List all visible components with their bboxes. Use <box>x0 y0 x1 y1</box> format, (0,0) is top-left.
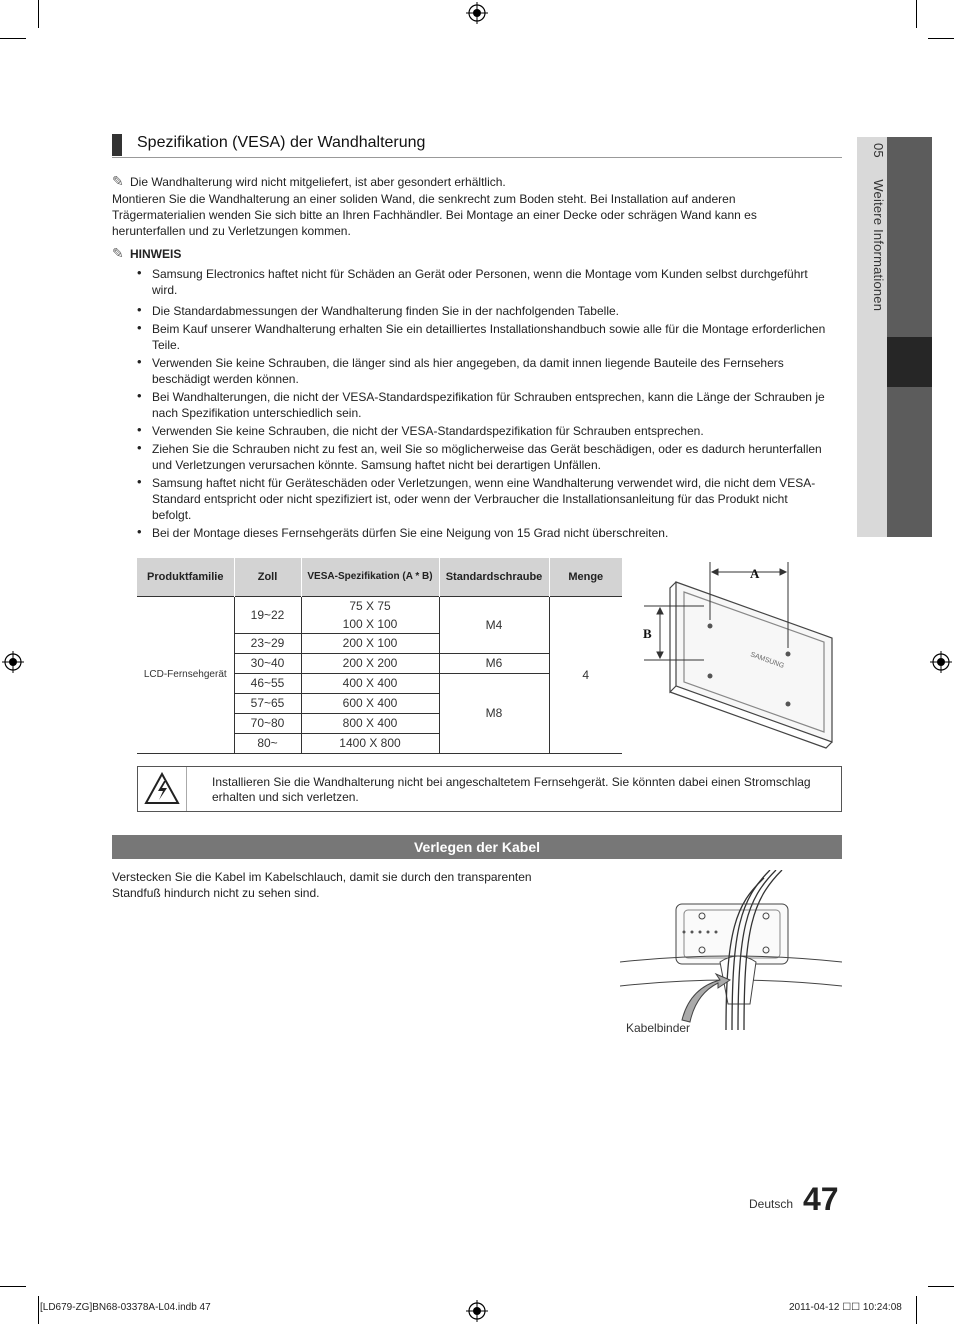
warning-divider <box>186 767 187 811</box>
screw-cell: M8 <box>439 673 549 753</box>
note-text: Die Wandhalterung wird nicht mitgeliefert, ist aber gesondert erhältlich. <box>130 175 506 189</box>
vesa-cell: 400 X 400 <box>301 673 439 693</box>
cables-text: Verstecken Sie die Kabel im Kabelschlauch, damit sie durch den transparenten Standfuß hindurch nicht zu sehen sind. <box>112 870 532 900</box>
vesa-spec-table <box>137 558 622 754</box>
vesa-cell <box>301 596 439 633</box>
section-divider <box>112 157 842 158</box>
vesa-cell: 600 X 400 <box>301 693 439 713</box>
tv-brand-label: SAMSUNG <box>749 651 785 670</box>
dimension-b-label: B <box>643 626 652 641</box>
electric-shock-warning-icon <box>144 772 180 806</box>
crop-mark <box>928 1286 954 1287</box>
table-header: Menge <box>549 558 622 596</box>
registration-mark-icon <box>930 651 952 673</box>
note-pencil-icon: ✎ <box>112 245 124 261</box>
page-number: 47 <box>803 1181 839 1217</box>
intro-paragraph: Montieren Sie die Wandhalterung an einer soliden Wand, die senkrecht zum Boden steht. Bei Installation auf anderen Trägermaterialien wenden Sie sich bitte an Ihren Fachhändler. Bei Montage an einer Decke oder schrägen Wand kann es herunterfallen und zu Verletzungen kommen. <box>112 192 757 238</box>
vesa-cell: 200 X 200 <box>301 653 439 673</box>
zoll-cell: 70~80 <box>234 713 301 733</box>
crop-mark <box>38 1296 39 1324</box>
list-item: • Verwenden Sie keine Schrauben, die länger sind als hier angegeben, da damit innen liegende Bauteile des Fernsehers beschädigt werden können. <box>137 355 827 387</box>
zoll-cell: 19~22 <box>234 596 301 633</box>
table-row <box>137 596 622 633</box>
crop-mark <box>916 0 917 28</box>
quantity-cell: 4 <box>549 596 622 753</box>
vesa-cell: 1400 X 800 <box>301 733 439 753</box>
hinweis-label: HINWEIS <box>130 247 182 261</box>
print-file-info: [LD679-ZG]BN68-03378A-L04.indb 47 <box>40 1302 211 1313</box>
section-title: Spezifikation (VESA) der Wandhalterung <box>137 134 426 151</box>
hinweis-heading <box>112 245 181 262</box>
cable-tie-label: Kabelbinder <box>626 1021 691 1035</box>
note-pencil-icon: ✎ <box>112 173 124 189</box>
tv-back-illustration <box>640 560 840 750</box>
cable-routing-illustration <box>620 870 842 1035</box>
registration-mark-icon <box>466 2 488 24</box>
chapter-title: Weitere Informationen <box>871 179 886 312</box>
zoll-cell: 46~55 <box>234 673 301 693</box>
table-header: Produktfamilie <box>137 558 234 596</box>
zoll-cell: 30~40 <box>234 653 301 673</box>
crop-mark <box>0 1286 26 1287</box>
crop-mark <box>38 0 39 28</box>
list-item: • Verwenden Sie keine Schrauben, die nicht der VESA-Standardspezifikation für Schrauben entsprechen. <box>137 423 827 439</box>
table-header: Zoll <box>234 558 301 596</box>
list-item: • Samsung haftet nicht für Geräteschäden oder Verletzungen, wenn eine Wandhalterung verwendet wird, die nicht dem VESA-Standard entspricht oder nicht spezifiziert ist, oder wenn der Verbraucher die Installationsanleitung für das Produkt nicht befolgt. <box>137 475 827 523</box>
crop-mark <box>928 38 954 39</box>
table-header: Standardschraube <box>439 558 549 596</box>
table-header-row <box>137 558 622 596</box>
zoll-cell: 23~29 <box>234 633 301 653</box>
vesa-cell: 200 X 100 <box>301 633 439 653</box>
list-item: • Beim Kauf unserer Wandhalterung erhalten Sie ein detailliertes Installationshandbuch sowie alle für die Montage erforderlichen Teile. <box>137 321 827 353</box>
zoll-cell: 57~65 <box>234 693 301 713</box>
registration-mark-icon <box>466 1300 488 1322</box>
dimension-a-label: A <box>750 566 760 581</box>
list-item: • Die Standardabmessungen der Wandhalterung finden Sie in der nachfolgenden Tabelle. <box>137 303 827 319</box>
list-item: • Samsung Electronics haftet nicht für Schäden an Gerät oder Personen, wenn die Montage vom Kunden selbst durchgeführt wird. <box>137 266 827 298</box>
vesa-cell: 800 X 400 <box>301 713 439 733</box>
family-cell: LCD-Fernsehgerät <box>137 596 234 753</box>
screw-cell: M6 <box>439 653 549 673</box>
cables-section-title: Verlegen der Kabel <box>112 835 842 859</box>
registration-mark-icon <box>2 651 24 673</box>
section-marker <box>112 134 122 156</box>
note-line <box>112 173 842 190</box>
crop-mark <box>0 38 26 39</box>
screw-cell: M4 <box>439 596 549 653</box>
chapter-number: 05 <box>871 143 886 158</box>
print-timestamp: 2011-04-12 ☐☐ 10:24:08 <box>789 1302 902 1313</box>
side-tab-strip <box>887 387 932 537</box>
list-item: • Bei der Montage dieses Fernsehgeräts dürfen Sie eine Neigung von 15 Grad nicht überschreiten. <box>137 525 827 541</box>
warning-box <box>137 766 842 812</box>
list-item: • Bei Wandhalterungen, die nicht der VESA-Standardspezifikation für Schrauben entsprechen, kann die Länge der Schrauben je nach Spezifikation unterschiedlich sein. <box>137 389 827 421</box>
side-tab-active-marker <box>887 337 932 387</box>
list-item: • Ziehen Sie die Schrauben nicht zu fest an, weil Sie so möglicherweise das Gerät beschädigen, oder es dadurch herunterfallen und Verletzungen verursachen könnte. Samsung haftet nicht bei derartigen Unfällen. <box>137 441 827 473</box>
vesa-value: 75 X 75 <box>349 598 391 613</box>
table-header: VESA-Spezifikation (A * B) <box>301 558 439 596</box>
side-tab-strip <box>887 137 932 337</box>
warning-text: Installieren Sie die Wandhalterung nicht bei angeschaltetem Fernsehgerät. Sie könnten dabei einen Stromschlag erhalten und sich verletzen. <box>212 775 811 804</box>
side-tab-label <box>858 143 886 343</box>
language-label: Deutsch <box>749 1197 794 1211</box>
hinweis-list <box>137 266 827 543</box>
zoll-cell: 80~ <box>234 733 301 753</box>
crop-mark <box>916 1296 917 1324</box>
vesa-value: 100 X 100 <box>342 616 398 631</box>
